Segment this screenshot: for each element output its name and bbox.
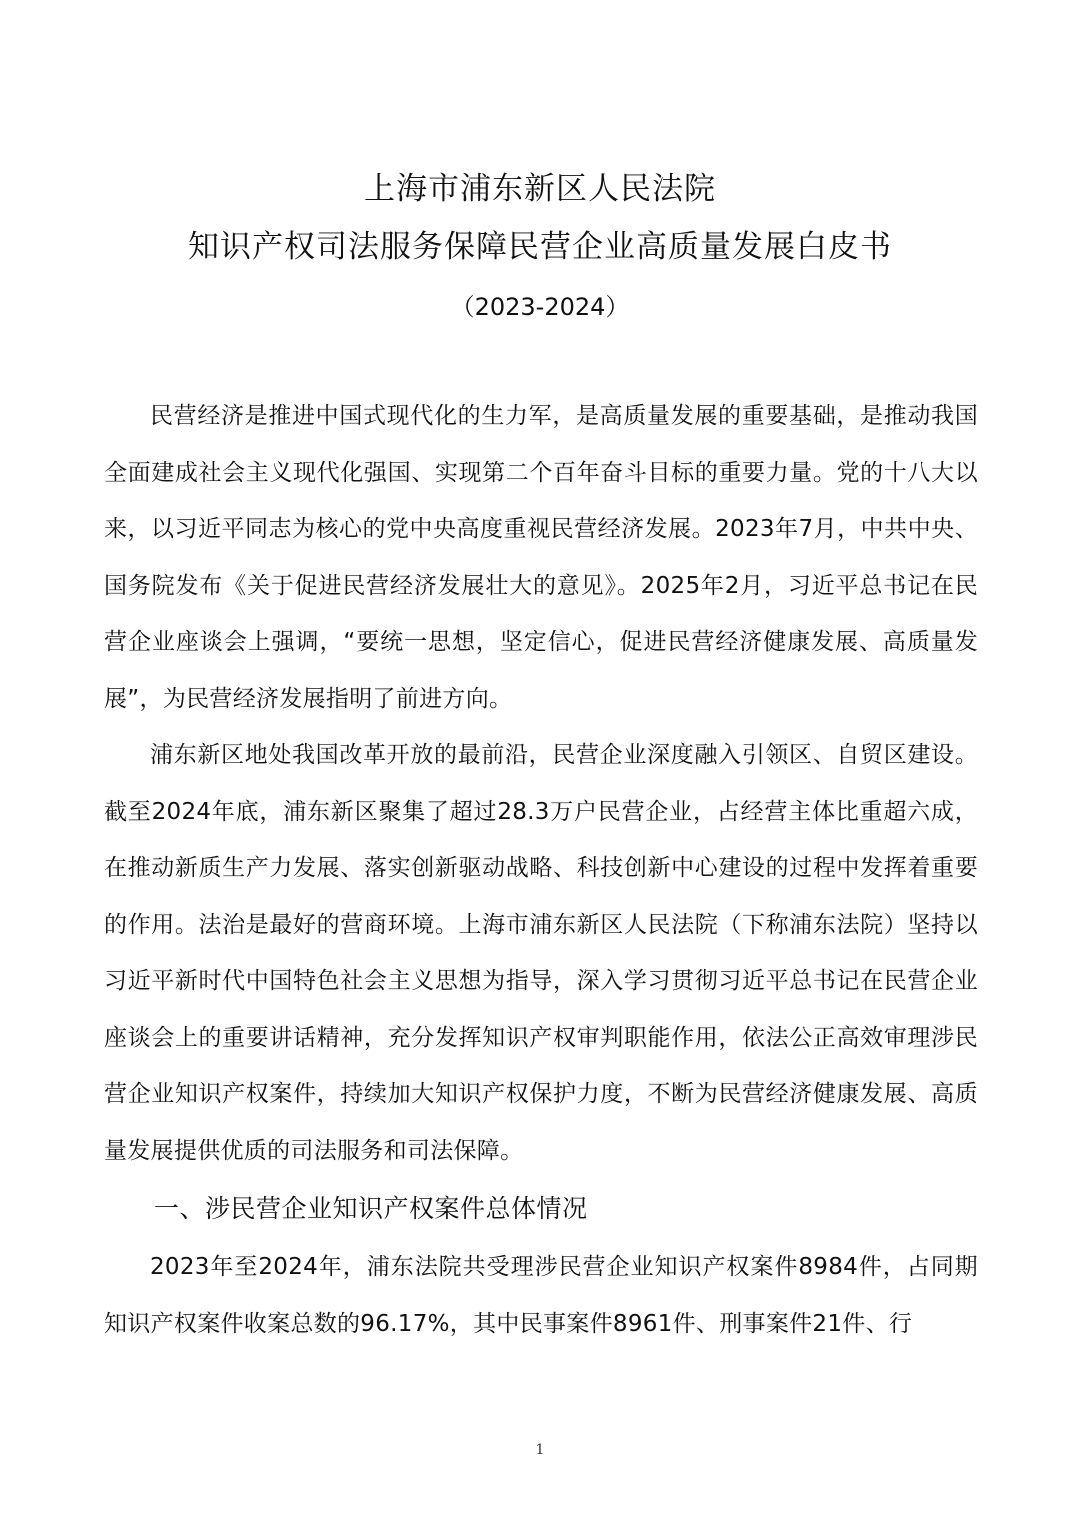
document-year-range: （2023-2024） — [450, 293, 630, 321]
document-body — [104, 388, 978, 1352]
title-block — [0, 160, 1080, 332]
body-paragraph-1: 民营经济是推进中国式现代化的生力军，是高质量发展的重要基础，是推动我国全面建成社会主义现代化强国、实现第二个百年奋斗目标的重要力量。党的十八大以来，以习近平同志为核心的党中央高度重视民营经济发展。2023年7月，中共中央、国务院发布《关于促进民营经济发展壮大的意见》。2025年2月，习近平总书记在民营企业座谈会上强调，“要统一思想，坚定信心，促进民营经济健康发展、高质量发展”，为民营经济发展指明了前进方向。 — [104, 403, 978, 712]
section-paragraph: 2023年至2024年，浦东法院共受理涉民营企业知识产权案件8984件，占同期知识产权案件收案总数的96.17%，其中民事案件8961件、刑事案件21件、行 — [104, 1254, 978, 1337]
page-number: 1 — [535, 1442, 545, 1458]
section-heading: 一、涉民营企业知识产权案件总体情况 — [154, 1194, 588, 1223]
document-title-line-1: 上海市浦东新区人民法院 — [364, 171, 716, 207]
document-title-line-2: 知识产权司法服务保障民营企业高质量发展白皮书 — [188, 229, 892, 265]
body-paragraph-2: 浦东新区地处我国改革开放的最前沿，民营企业深度融入引领区、自贸区建设。截至2024年底，浦东新区聚集了超过28.3万户民营企业，占经营主体比重超六成，在推动新质生产力发展、落实创新驱动战略、科技创新中心建设的过程中发挥着重要的作用。法治是最好的营商环境。上海市浦东新区人民法院（下称浦东法院）坚持以习近平新时代中国特色社会主义思想为指导，深入学习贯彻习近平总书记在民营企业座谈会上的重要讲话精神，充分发挥知识产权审判职能作用，依法公正高效审理涉民营企业知识产权案件，持续加大知识产权保护力度，不断为民营经济健康发展、高质量发展提供优质的司法服务和司法保障。 — [104, 742, 978, 1164]
